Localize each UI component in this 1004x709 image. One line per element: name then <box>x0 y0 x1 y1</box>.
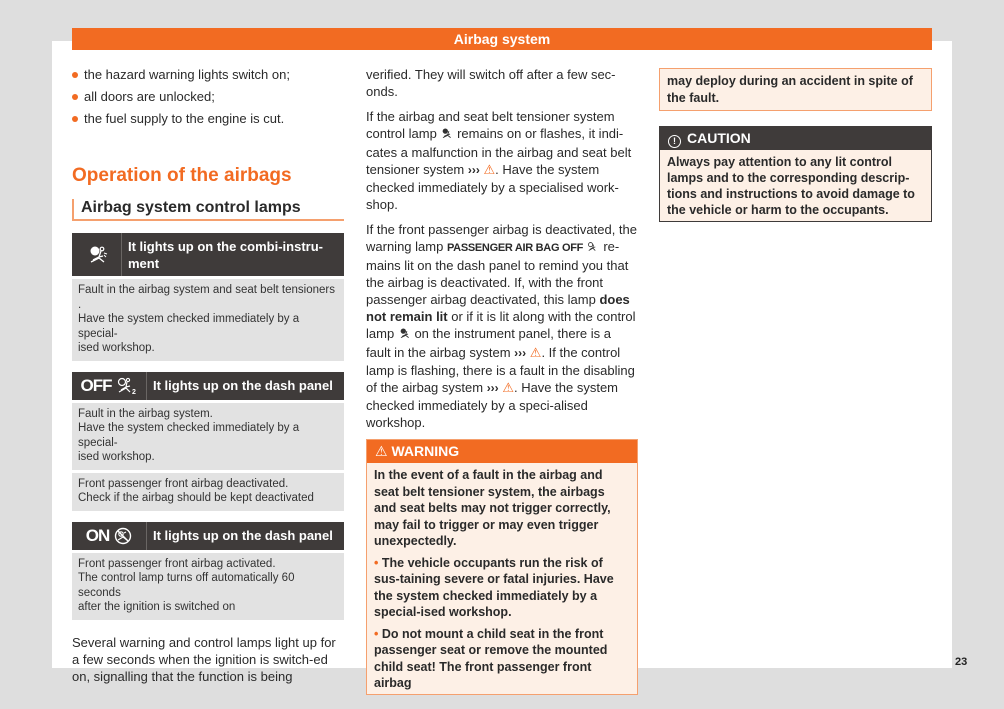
row-text: The control lamp turns off automatically 60 seconds <box>78 572 295 599</box>
on-label: ON <box>85 526 110 545</box>
row-text: Have the system checked immediately by a special- <box>78 422 300 449</box>
lamp-table-combi <box>72 233 344 361</box>
row-text: Front passenger front airbag activated. <box>78 557 276 570</box>
warning-triangle-icon: ⚠ <box>375 443 388 459</box>
list-item: the fuel supply to the engine is cut. <box>72 110 344 127</box>
caution-box <box>659 126 932 222</box>
text: If the front passenger airbag is deactivated, the warning lamp <box>366 222 638 254</box>
chapter-header: Airbag system <box>72 28 932 50</box>
section-title: Operation of the airbags <box>72 165 292 186</box>
cross-reference-arrow-icon[interactable]: ››› <box>514 346 527 360</box>
bullet-dot-icon: • <box>374 555 379 570</box>
row-text: Check if the airbag should be kept deactivated <box>78 492 314 504</box>
lamp-label: PASSENGER AIR BAG OFF <box>446 242 584 254</box>
text: . Have the system checked immediately by a speci-alised workshop. <box>366 380 619 430</box>
warning-title: WARNING <box>391 443 460 459</box>
body-paragraph <box>366 108 638 213</box>
svg-text:2: 2 <box>131 388 136 395</box>
passenger-airbag-off-icon <box>72 372 147 400</box>
body-paragraph: verified. They will switch off after a few sec-onds. <box>366 67 616 99</box>
caution-body: Always pay attention to any lit control lamps and to the corresponding descrip-tions and instructions to avoid damage to the vehicle or harm to the occupants. <box>667 155 915 217</box>
warning-triangle-icon: ⚠ <box>483 162 496 177</box>
cross-reference-arrow-icon[interactable]: ››› <box>486 381 499 395</box>
warning-continued-box: may deploy during an accident in spite of the fault. <box>659 68 932 111</box>
bullet-dot-icon: • <box>374 626 379 641</box>
cross-reference-arrow-icon[interactable]: ››› <box>467 163 480 177</box>
lamp-table-row <box>72 473 344 511</box>
lamp-table-row <box>72 279 344 361</box>
lamp-table-title: It lights up on the dash panel <box>153 528 333 543</box>
column-left <box>72 66 344 693</box>
page-number: 23 <box>955 656 968 668</box>
body-paragraph <box>366 221 638 431</box>
text: . If the control lamp is flashing, there is a fault in the disabling of the airbag system <box>366 345 635 395</box>
text: or if it is lit along with the control lamp <box>366 309 636 341</box>
passenger-airbag-on-icon <box>72 522 147 550</box>
text: If the airbag and seat belt tensioner system control lamp <box>366 109 615 141</box>
warning-intro: In the event of a fault in the airbag and seat belt tensioner system, the airbags and seat belts may not trigger correctly, may fail to trigger or may even trigger unexpectedly. <box>374 468 611 548</box>
lamp-table-airbag-off <box>72 372 344 511</box>
lamp-table-header <box>72 372 344 400</box>
text: Do not mount a child seat in the front passenger seat or remove the mounted child seat! The front passenger front airbag <box>374 626 608 690</box>
text: re-mains lit on the dash panel to remind you that the airbag is deactivated. If, with the front passenger airbag deactivated, this lamp <box>366 239 629 307</box>
emphasis-text: does not remain lit <box>366 292 630 324</box>
airbag-seatbelt-icon <box>440 127 453 144</box>
caution-circle-icon: ! <box>668 135 681 148</box>
text: The vehicle occupants run the risk of sus-taining severe or fatal injuries. Have the system checked immediately by a special-ised workshop. <box>374 555 614 619</box>
list-item: the hazard warning lights switch on; <box>72 66 344 83</box>
row-text: Have the system checked immediately by a special- <box>78 313 300 340</box>
off-label: OFF <box>80 376 112 395</box>
row-text: Fault in the airbag system. <box>78 407 213 420</box>
warning-triangle-icon: ⚠ <box>502 380 514 395</box>
passenger-airbag-off-icon <box>587 240 600 257</box>
lamp-table-header <box>72 522 344 550</box>
airbag-seatbelt-icon <box>72 233 122 276</box>
airbag-seatbelt-icon <box>398 327 411 344</box>
warning-header <box>367 440 637 463</box>
row-text: ised workshop. <box>78 342 155 354</box>
warning-box <box>366 439 638 695</box>
row-text: Front passenger front airbag deactivated. <box>78 477 289 490</box>
text: . Have the system checked immediately by a specialised work-shop. <box>366 162 619 212</box>
body-paragraph: Several warning and control lamps light up for a few seconds when the ignition is switch-ed on, signalling that the function is being <box>72 634 336 684</box>
row-text: after the ignition is switched on <box>78 601 236 613</box>
row-text: Fault in the airbag system and seat belt tensioners . <box>78 284 335 311</box>
bullet-list <box>72 66 344 127</box>
lamp-table-airbag-on <box>72 522 344 620</box>
text: remains on or flashes, it indi-cates a malfunction in the airbag and seat belt tensioner system <box>366 126 632 177</box>
list-item: all doors are unlocked; <box>72 88 344 105</box>
lamp-table-title: It lights up on the combi-instru-ment <box>128 238 323 271</box>
caution-title: CAUTION <box>687 130 751 146</box>
warning-item <box>374 626 630 692</box>
lamp-table-row <box>72 553 344 620</box>
lamp-table-header <box>72 233 344 276</box>
subsection-title: Airbag system control lamps <box>72 199 344 221</box>
text: on the instrument panel, there is a fault in the airbag system <box>366 326 611 360</box>
column-right <box>659 68 932 222</box>
warning-item <box>374 555 630 621</box>
row-text: ised workshop. <box>78 451 155 463</box>
warning-triangle-icon: ⚠ <box>529 345 542 360</box>
caution-header <box>660 127 931 150</box>
warning-body <box>367 463 637 694</box>
column-middle <box>366 66 638 695</box>
lamp-table-title: It lights up on the dash panel <box>153 378 333 393</box>
lamp-table-row <box>72 403 344 470</box>
